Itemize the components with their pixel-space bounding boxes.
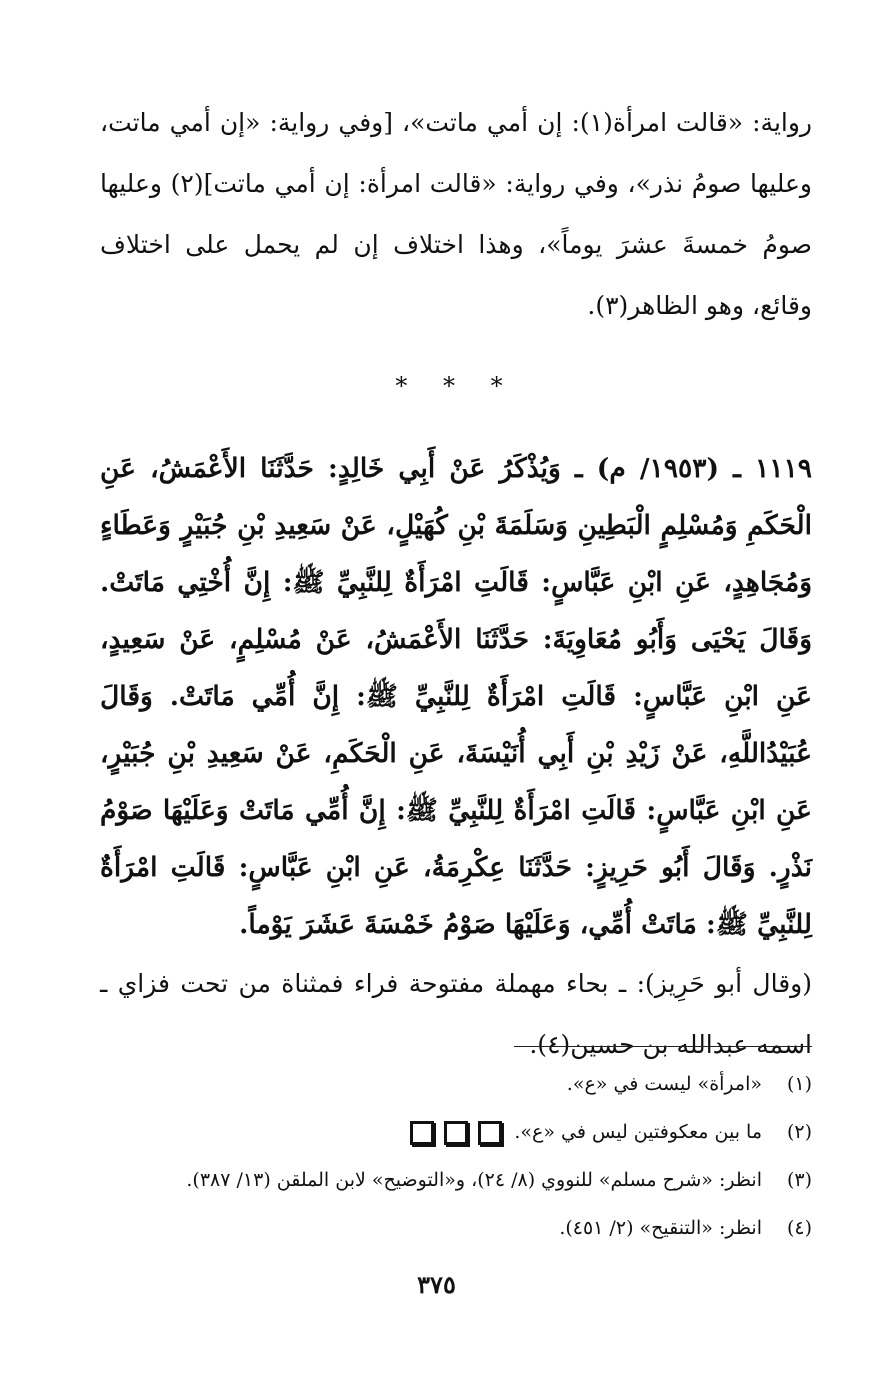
footnote-text: «امرأة» ليست في «ع». (566, 1073, 762, 1095)
footnote-divider (514, 1046, 812, 1047)
footnote-number: (١) (786, 1073, 812, 1095)
footnote-2 (100, 1108, 812, 1156)
footnote-1 (100, 1060, 812, 1108)
footnotes (100, 1060, 812, 1252)
footnote-4 (100, 1204, 812, 1252)
footnote-3 (100, 1156, 812, 1204)
footnote-text: انظر: «شرح مسلم» للنووي (٨/ ٢٤)، و«التوضيح» لابن الملقن (١٣/ ٣٨٧). (186, 1169, 762, 1191)
footnote-text: ما بين معكوفتين ليس في «ع». (514, 1121, 762, 1143)
intro-paragraph: رواية: «قالت امرأة(١): إن أمي ماتت»، [وفي رواية: «إن أمي ماتت، وعليها صومُ نذر»، وفي رواية: «قالت امرأة: إن أمي ماتت](٢) وعليها صومُ خمسةَ عشرَ يوماً»، وهذا اختلاف إن لم يحمل على اختلاف وقائع، وهو الظاهر(٣). (100, 108, 812, 320)
commentary-paragraph: (وقال أبو حَرِيز): ـ بحاء مهملة مفتوحة فراء فمثناة من تحت فزاي ـ اسمه عبدالله بن حسين(٤). (100, 969, 812, 1059)
footnote-number: (٢) (786, 1121, 812, 1143)
page-number: ٣٧٥ (417, 1270, 456, 1299)
footnote-number: (٣) (786, 1169, 812, 1191)
page-body (100, 92, 812, 1147)
footnote-number: (٤) (786, 1217, 812, 1239)
hadith-paragraph: ١١١٩ ـ (١٩٥٣/ م) ـ وَيُذْكَرُ عَنْ أَبِي خَالِدٍ: حَدَّثَنَا الأَعْمَشُ، عَنِ الْحَكَمِ وَمُسْلِمٍ الْبَطِينِ وَسَلَمَةَ بْنِ كُهَيْلٍ، عَنْ سَعِيدِ بْنِ جُبَيْرٍ وَعَطَاءٍ وَمُجَاهِدٍ، عَنِ ابْنِ عَبَّاسٍ: قَالَتِ امْرَأَةٌ لِلنَّبِيِّ ﷺ: إِنَّ أُخْتِي مَاتَتْ. وَقَالَ يَحْيَى وَأَبُو مُعَاوِيَةَ: حَدَّثَنَا الأَعْمَشُ، عَنْ مُسْلِمٍ، عَنْ سَعِيدٍ، عَنِ ابْنِ عَبَّاسٍ: قَالَتِ امْرَأَةٌ لِلنَّبِيِّ ﷺ: إِنَّ أُمِّي مَاتَتْ. وَقَالَ عُبَيْدُاللَّهِ، عَنْ زَيْدِ بْنِ أَبِي أُنَيْسَةَ، عَنِ الْحَكَمِ، عَنْ سَعِيدِ بْنِ جُبَيْرٍ، عَنِ ابْنِ عَبَّاسٍ: قَالَتِ امْرَأَةٌ لِلنَّبِيِّ ﷺ: إِنَّ أُمِّي مَاتَتْ وَعَلَيْهَا صَوْمُ نَذْرٍ. وَقَالَ أَبُو حَرِيزٍ: حَدَّثَنَا عِكْرِمَةُ، عَنِ ابْنِ عَبَّاسٍ: قَالَتِ امْرَأَةٌ لِلنَّبِيِّ ﷺ: مَاتَتْ أُمِّي، وَعَلَيْهَا صَوْمُ خَمْسَةَ عَشَرَ يَوْماً. (100, 453, 812, 940)
section-separator: * * * (395, 372, 517, 400)
footnote-text: انظر: «التنقيح» (٢/ ٤٥١). (559, 1217, 762, 1239)
